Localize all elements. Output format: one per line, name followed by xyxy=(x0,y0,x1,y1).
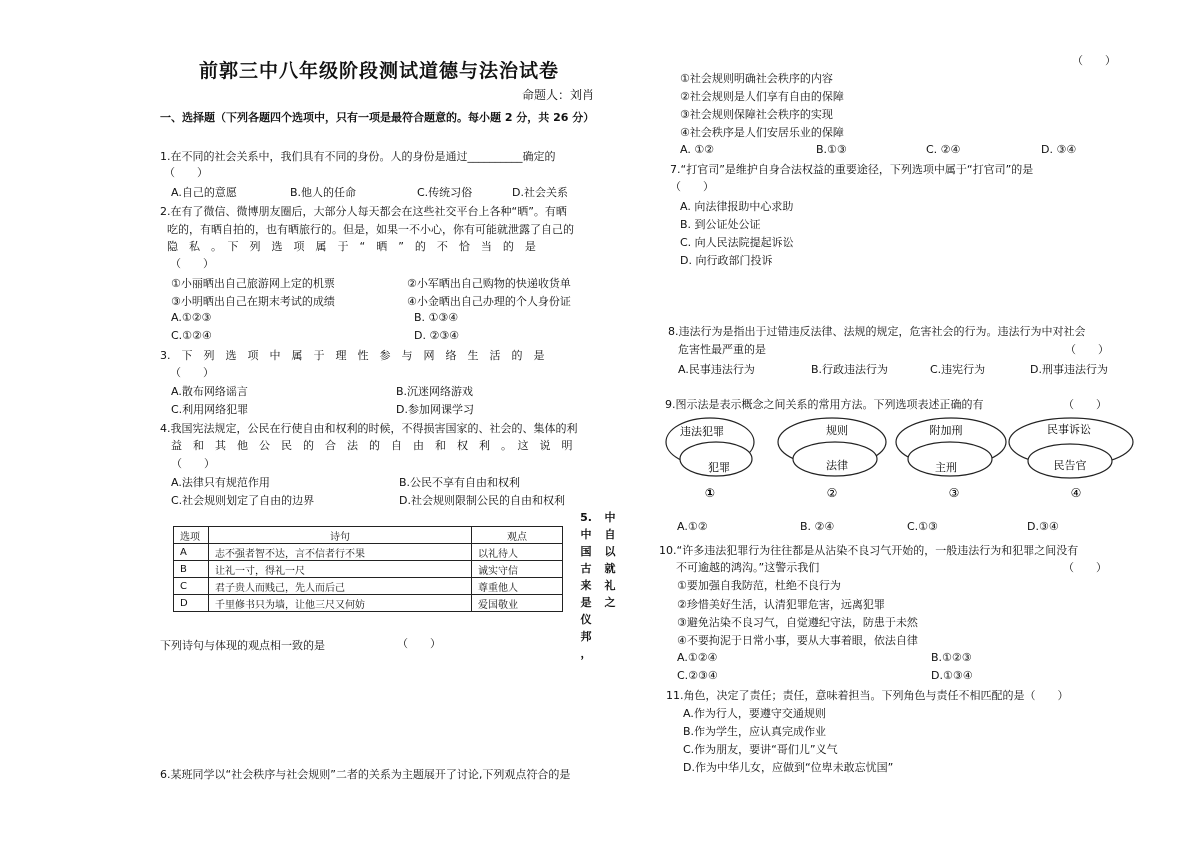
q11-option-a: A.作为行人，要遵守交通规则 xyxy=(683,707,826,720)
section-heading: 一、选择题（下列各题四个选项中，只有一项是最符合题意的。每小题 2 分，共 26 分） xyxy=(160,111,595,124)
q10-stem-2: 不可逾越的鸿沟。”这警示我们 xyxy=(676,561,820,574)
q2-statement-1: ①小丽晒出自己旅游网上定的机票 xyxy=(171,277,335,290)
q5-vchar: 中 xyxy=(580,528,592,541)
q8-option-a: A.民事违法行为 xyxy=(678,363,755,376)
q10-stem-1: 10.“许多违法犯罪行为往往都是从沾染不良习气开始的，一般违法行为和犯罪之间没有 xyxy=(659,544,1079,557)
q5-vchar: ， xyxy=(580,647,592,660)
q2-option-c: C.①②④ xyxy=(171,329,212,342)
q3-option-a: A.散布网络谣言 xyxy=(171,385,248,398)
q5-vchar: 之 xyxy=(604,596,616,609)
q10-statement-2: ②珍惜美好生活，认清犯罪危害，远离犯罪 xyxy=(677,598,885,611)
q4-option-d: D.社会规则限制公民的自由和权利 xyxy=(399,494,565,507)
q2-statement-2: ②小军晒出自己购物的快递收货单 xyxy=(407,277,571,290)
q8-option-b: B.行政违法行为 xyxy=(811,363,889,376)
q8-option-c: C.违宪行为 xyxy=(930,363,986,376)
q6-paren: （ ） xyxy=(1072,54,1116,67)
q10-statement-1: ①要加强自我防范，杜绝不良行为 xyxy=(677,579,841,592)
q5-vertical-text-2 xyxy=(603,509,617,611)
q5-vertical-text xyxy=(579,509,593,662)
q9-option-a: A.①② xyxy=(677,520,708,533)
q6-option-c: C. ②④ xyxy=(926,143,961,156)
table-row xyxy=(174,578,563,595)
q7-option-c: C. 向人民法院提起诉讼 xyxy=(680,236,794,249)
q5-stem: 下列诗句与体现的观点相一致的是 xyxy=(160,639,325,652)
table-header-row xyxy=(174,527,563,544)
q9-stem: 9.图示法是表示概念之间关系的常用方法。下列选项表述正确的有 xyxy=(665,398,984,411)
q10-statement-3: ③避免沾染不良习气，自觉遵纪守法，防患于未然 xyxy=(677,616,918,629)
q1-paren: （ ） xyxy=(164,166,208,179)
q4-option-c: C.社会规则划定了自由的边界 xyxy=(171,494,315,507)
author-line: 命题人：刘肖 xyxy=(522,88,595,102)
q1-option-a: A.自己的意愿 xyxy=(171,186,237,199)
q5-vchar: 自 xyxy=(604,528,616,541)
table-cell: B xyxy=(174,561,209,578)
q3-option-d: D.参加网课学习 xyxy=(396,403,474,416)
q5-vchar: 中 xyxy=(604,511,616,524)
q8-option-d: D.刑事违法行为 xyxy=(1030,363,1108,376)
q10-option-d: D.①③④ xyxy=(931,669,973,682)
q10-option-a: A.①②④ xyxy=(677,651,718,664)
table-cell: C xyxy=(174,578,209,595)
table-header: 观点 xyxy=(472,527,563,544)
table-cell: D xyxy=(174,595,209,612)
q2-option-b: B. ①③④ xyxy=(414,311,459,324)
diagram-2 xyxy=(778,418,886,500)
table-row xyxy=(174,561,563,578)
q7-option-b: B. 到公证处公证 xyxy=(680,218,761,231)
q6-option-b: B.①③ xyxy=(816,143,847,156)
q2-stem-1: 2.在有了微信、微博朋友圈后，大部分人每天都会在这些社交平台上各种“晒”。有晒 xyxy=(160,205,567,218)
inner-label: 犯罪 xyxy=(708,461,730,474)
diagram-number: ③ xyxy=(948,486,960,500)
table-header: 诗句 xyxy=(209,527,472,544)
q6-stem: 6.某班同学以“社会秩序与社会规则”二者的关系为主题展开了讨论,下列观点符合的是 xyxy=(160,768,571,781)
q11-option-d: D.作为中华儿女，应做到“位卑未敢忘忧国” xyxy=(683,761,894,774)
q2-stem-2: 吃的，有晒自拍的，也有晒旅行的。但是，如果一不小心，你有可能就泄露了自己的 xyxy=(167,223,574,236)
q6-statement-3: ③社会规则保障社会秩序的实现 xyxy=(680,108,833,121)
outer-label: 民事诉讼 xyxy=(1047,423,1091,436)
table-cell: 以礼待人 xyxy=(472,544,563,561)
q5-vchar: 就 xyxy=(604,562,616,575)
outer-label: 规则 xyxy=(826,424,848,437)
concept-diagrams xyxy=(660,414,1140,509)
table-cell: 爱国敬业 xyxy=(472,595,563,612)
q4-option-b: B.公民不享有自由和权利 xyxy=(399,476,521,489)
outer-label: 违法犯罪 xyxy=(680,425,724,438)
q2-option-d: D. ②③④ xyxy=(414,329,460,342)
q2-stem-3: 隐 私 。 下 列 选 项 属 于 “ 晒 ” 的 不 恰 当 的 是 xyxy=(167,240,536,253)
diagram-3 xyxy=(896,418,1006,500)
table-row xyxy=(174,544,563,561)
page-title: 前郭三中八年级阶段测试道德与法治试卷 xyxy=(199,60,560,82)
q11-option-c: C.作为朋友，要讲“哥们儿”义气 xyxy=(683,743,838,756)
inner-label: 民告官 xyxy=(1053,459,1087,472)
table-cell: 让礼一寸，得礼一尺 xyxy=(209,561,472,578)
q5-vchar: 来 xyxy=(580,579,592,592)
diagram-number: ④ xyxy=(1070,486,1082,500)
q5-vchar: 5. xyxy=(580,511,592,524)
q6-option-d: D. ③④ xyxy=(1041,143,1077,156)
inner-label: 主刑 xyxy=(935,461,957,474)
table-cell: 志不强者智不达，言不信者行不果 xyxy=(209,544,472,561)
table-cell: 尊重他人 xyxy=(472,578,563,595)
table-cell: 千里修书只为墙，让他三尺又何妨 xyxy=(209,595,472,612)
q10-statement-4: ④不要拘泥于日常小事，要从大事着眼，依法自律 xyxy=(677,634,918,647)
q10-option-b: B.①②③ xyxy=(931,651,972,664)
table-cell: 君子贵人而贱己，先人而后己 xyxy=(209,578,472,595)
q10-paren: （ ） xyxy=(1063,561,1107,574)
q11-stem: 11.角色，决定了责任；责任，意味着担当。下列角色与责任不相匹配的是（ ） xyxy=(666,689,1069,702)
diagram-1 xyxy=(666,418,754,500)
q9-option-d: D.③④ xyxy=(1027,520,1059,533)
q5-vchar: 国 xyxy=(580,545,592,558)
q5-vchar: 礼 xyxy=(604,579,616,592)
poem-table xyxy=(173,526,563,612)
q1-option-b: B.他人的任命 xyxy=(290,186,357,199)
q6-option-a: A. ①② xyxy=(680,143,715,156)
q6-statement-4: ④社会秩序是人们安居乐业的保障 xyxy=(680,126,844,139)
diagram-4 xyxy=(1009,418,1133,500)
q8-stem-1: 8.违法行为是指出于过错违反法律、法规的规定，危害社会的行为。违法行为中对社会 xyxy=(668,325,1086,338)
q9-option-c: C.①③ xyxy=(907,520,938,533)
q5-vchar: 仪 xyxy=(580,613,592,626)
q2-statement-3: ③小明晒出自己在期末考试的成绩 xyxy=(171,295,335,308)
table-row xyxy=(174,595,563,612)
q5-vchar: 古 xyxy=(580,562,592,575)
q7-stem: 7.“打官司”是维护自身合法权益的重要途径，下列选项中属于“打官司”的是 xyxy=(670,163,1034,176)
q1-option-d: D.社会关系 xyxy=(512,186,568,199)
table-cell: 诚实守信 xyxy=(472,561,563,578)
q4-stem-2: 益 和 其 他 公 民 的 合 法 的 自 由 和 权 利 。 这 说 明 xyxy=(171,439,573,452)
q7-option-d: D. 向行政部门投诉 xyxy=(680,254,773,267)
q4-option-a: A.法律只有规范作用 xyxy=(171,476,270,489)
q1-stem: 1.在不同的社会关系中，我们具有不同的身份。人的身份是通过__________确定的 xyxy=(160,150,556,163)
q9-option-b: B. ②④ xyxy=(800,520,835,533)
q8-stem-2: 危害性最严重的是 xyxy=(678,343,766,356)
table-cell: A xyxy=(174,544,209,561)
q4-paren: （ ） xyxy=(171,457,215,470)
diagram-number: ① xyxy=(704,486,716,500)
q4-stem-1: 4.我国宪法规定，公民在行使自由和权利的时候，不得损害国家的、社会的、集体的利 xyxy=(160,422,578,435)
q1-option-c: C.传统习俗 xyxy=(417,186,473,199)
inner-label: 法律 xyxy=(826,459,848,472)
q8-paren: （ ） xyxy=(1065,343,1109,356)
q10-option-c: C.②③④ xyxy=(677,669,718,682)
q2-paren: （ ） xyxy=(170,257,214,270)
q2-statement-4: ④小金晒出自己办理的个人身份证 xyxy=(407,295,571,308)
q3-option-b: B.沉迷网络游戏 xyxy=(396,385,474,398)
q11-option-b: B.作为学生，应认真完成作业 xyxy=(683,725,827,738)
q3-option-c: C.利用网络犯罪 xyxy=(171,403,249,416)
q9-paren: （ ） xyxy=(1063,398,1107,411)
q5-vchar: 邦 xyxy=(580,630,592,643)
outer-label: 附加刑 xyxy=(929,424,963,437)
q5-vchar: 以 xyxy=(604,545,616,558)
q6-statement-2: ②社会规则是人们享有自由的保障 xyxy=(680,90,844,103)
table-header: 选项 xyxy=(174,527,209,544)
q7-option-a: A. 向法律报助中心求助 xyxy=(680,200,794,213)
q5-vchar: 是 xyxy=(580,596,592,609)
q3-paren: （ ） xyxy=(170,366,214,379)
q5-paren: （ ） xyxy=(397,637,441,650)
q2-option-a: A.①②③ xyxy=(171,311,212,324)
diagram-number: ② xyxy=(826,486,838,500)
q7-paren: （ ） xyxy=(670,180,714,193)
q3-stem: 3. 下 列 选 项 中 属 于 理 性 参 与 网 络 生 活 的 是 xyxy=(160,349,545,362)
q6-statement-1: ①社会规则明确社会秩序的内容 xyxy=(680,72,833,85)
